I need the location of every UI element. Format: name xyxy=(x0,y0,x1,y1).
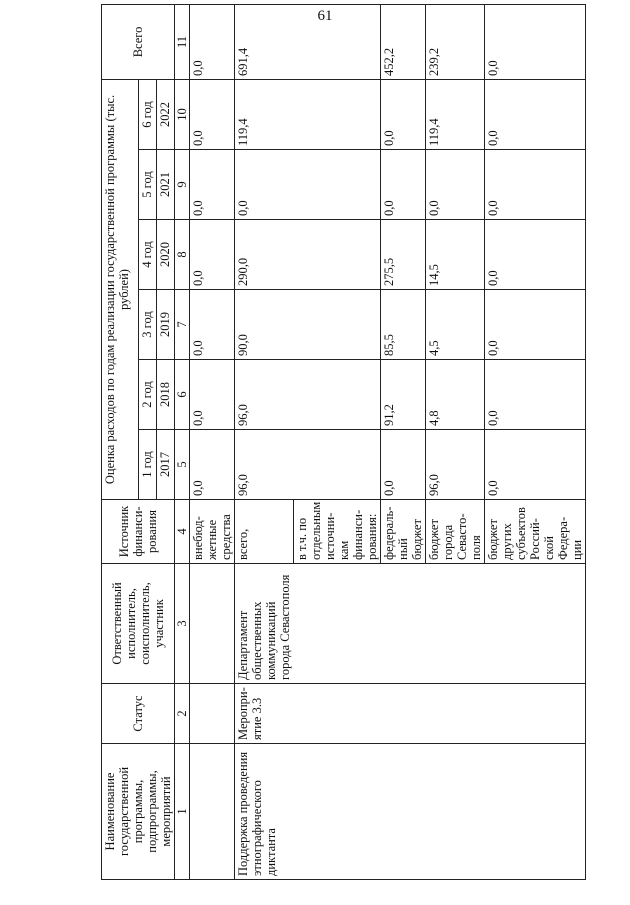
row-status-cell xyxy=(484,684,585,744)
row-value: 0,0 xyxy=(425,150,484,220)
row-source: бюджет других субъектов Россий-ской Федера-ции xyxy=(484,500,585,564)
row-value: 0,0 xyxy=(190,290,235,360)
row-status-cell xyxy=(380,684,425,744)
row-status-cell xyxy=(425,684,484,744)
row-value-cell xyxy=(293,79,380,149)
row-value: 119,4 xyxy=(235,79,294,149)
row-value: 91,2 xyxy=(380,360,425,430)
header-responsible: Ответственный исполнитель, соисполнитель, участник xyxy=(102,564,175,684)
row-value: 0,0 xyxy=(190,220,235,290)
row-responsible-cell xyxy=(425,564,484,684)
table-row xyxy=(190,4,235,879)
year-value: 2020 xyxy=(156,220,174,290)
header-total: Всего xyxy=(102,4,175,79)
column-number: 2 xyxy=(175,684,190,744)
table-row xyxy=(293,4,380,879)
row-responsible-cell xyxy=(190,564,235,684)
row-value: 90,0 xyxy=(235,290,294,360)
row-value: 0,0 xyxy=(484,150,585,220)
row-value: 0,0 xyxy=(190,360,235,430)
row-value: 4,8 xyxy=(425,360,484,430)
row-total: 691,4 xyxy=(235,4,294,79)
row-value: 275,5 xyxy=(380,220,425,290)
row-value: 96,0 xyxy=(235,360,294,430)
row-value: 0,0 xyxy=(190,430,235,500)
year-value: 2018 xyxy=(156,360,174,430)
row-status-cell xyxy=(293,684,380,744)
row-source: в т.ч. по отдельным источни-кам финанси-рования: xyxy=(293,500,380,564)
row-value: 0,0 xyxy=(380,150,425,220)
row-source: федераль-ный бюджет xyxy=(380,500,425,564)
row-status: Меропри-ятие 3.3 xyxy=(235,684,294,744)
column-number: 1 xyxy=(175,744,190,880)
row-name-cell xyxy=(293,744,380,880)
year-value: 2022 xyxy=(156,79,174,149)
row-responsible-cell xyxy=(484,564,585,684)
table-row xyxy=(380,4,425,879)
row-name-cell xyxy=(380,744,425,880)
year-value: 2019 xyxy=(156,290,174,360)
row-responsible-cell xyxy=(380,564,425,684)
row-name-cell xyxy=(190,744,235,880)
table-row xyxy=(235,4,294,879)
year-label: 4 год xyxy=(138,220,156,290)
row-value-cell xyxy=(293,360,380,430)
year-label: 5 год xyxy=(138,150,156,220)
row-value: 0,0 xyxy=(190,79,235,149)
year-label: 2 год xyxy=(138,360,156,430)
row-total: 452,2 xyxy=(380,4,425,79)
row-value: 14,5 xyxy=(425,220,484,290)
year-label: 6 год xyxy=(138,79,156,149)
row-value: 0,0 xyxy=(190,150,235,220)
row-total-cell xyxy=(293,4,380,79)
row-source: внебюд-жетные средства xyxy=(190,500,235,564)
row-value: 0,0 xyxy=(484,430,585,500)
row-value: 290,0 xyxy=(235,220,294,290)
row-value: 0,0 xyxy=(235,150,294,220)
row-source: бюджет города Севасто-поля xyxy=(425,500,484,564)
column-number: 9 xyxy=(175,150,190,220)
year-value: 2017 xyxy=(156,430,174,500)
column-number: 7 xyxy=(175,290,190,360)
row-value: 4,5 xyxy=(425,290,484,360)
row-value: 0,0 xyxy=(380,430,425,500)
row-name: Поддержка проведения этнографического диктанта xyxy=(235,744,294,880)
table-row xyxy=(425,4,484,879)
page-number: 61 xyxy=(317,8,333,24)
header-name: Наименование государственной программы, подпрограммы, мероприятий xyxy=(102,744,175,880)
row-value: 0,0 xyxy=(484,79,585,149)
row-total: 239,2 xyxy=(425,4,484,79)
table-row xyxy=(484,4,585,879)
budget-table xyxy=(101,4,586,880)
header-status: Статус xyxy=(102,684,175,744)
row-value: 0,0 xyxy=(484,290,585,360)
column-number: 11 xyxy=(175,4,190,79)
row-responsible: Департамент общественных коммуникаций города Севастополя xyxy=(235,564,294,684)
row-name-cell xyxy=(425,744,484,880)
row-source: всего, xyxy=(235,500,294,564)
column-number: 4 xyxy=(175,500,190,564)
row-responsible-cell xyxy=(293,564,380,684)
row-value-cell xyxy=(293,430,380,500)
header-row-1 xyxy=(102,4,139,879)
header-source: Источник финанси-рования xyxy=(102,500,175,564)
row-value: 0,0 xyxy=(484,220,585,290)
row-value-cell xyxy=(293,220,380,290)
header-estimate: Оценка расходов по годам реализации государственной программы (тыс. рублей) xyxy=(102,79,139,499)
row-total: 0,0 xyxy=(484,4,585,79)
row-value: 0,0 xyxy=(380,79,425,149)
row-name-cell xyxy=(484,744,585,880)
row-value: 85,5 xyxy=(380,290,425,360)
budget-table-rotated xyxy=(101,26,584,880)
row-status-cell xyxy=(190,684,235,744)
row-value: 0,0 xyxy=(484,360,585,430)
year-label: 3 год xyxy=(138,290,156,360)
year-value: 2021 xyxy=(156,150,174,220)
row-value-cell xyxy=(293,150,380,220)
column-number: 10 xyxy=(175,79,190,149)
column-number: 8 xyxy=(175,220,190,290)
column-number: 3 xyxy=(175,564,190,684)
row-value: 119,4 xyxy=(425,79,484,149)
year-label: 1 год xyxy=(138,430,156,500)
column-number-row xyxy=(175,4,190,879)
row-value-cell xyxy=(293,290,380,360)
row-value: 96,0 xyxy=(235,430,294,500)
row-value: 96,0 xyxy=(425,430,484,500)
column-number: 5 xyxy=(175,430,190,500)
column-number: 6 xyxy=(175,360,190,430)
row-total: 0,0 xyxy=(190,4,235,79)
